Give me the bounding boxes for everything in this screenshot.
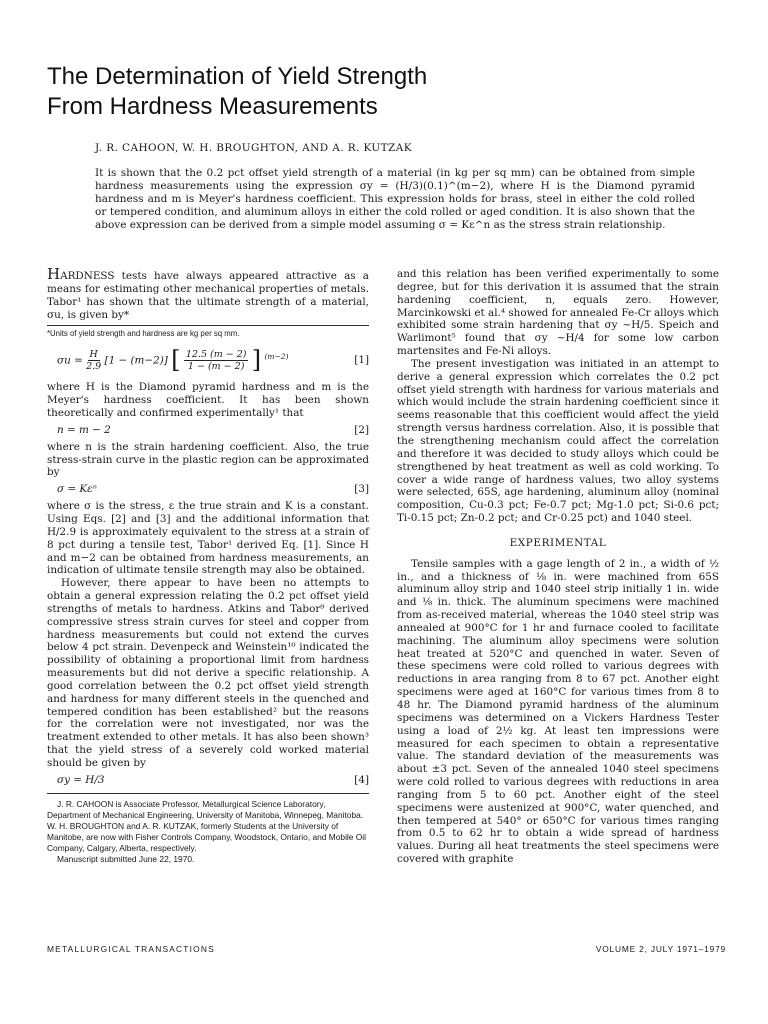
title-line-2: From Hardness Measurements: [47, 93, 378, 120]
equation-2-number: [2]: [354, 423, 369, 436]
equation-3-number: [3]: [354, 483, 369, 496]
equation-1-number: [1]: [354, 353, 369, 366]
equation-3-body: σ = Kεⁿ: [57, 483, 97, 496]
section-heading-experimental: EXPERIMENTAL: [509, 536, 607, 549]
intro-smallcaps: ARDNESS: [60, 270, 115, 282]
submission-date: Manuscript submitted June 22, 1970.: [57, 853, 195, 864]
right-paragraph-2: The present investigation was initiated in an attempt to derive a general expression which correlates the 0.2 pct offset yield strength with hardness for various materials and which would include the strain hardening coefficient since it seems reasonable that this coefficient would affect the yield strength versus hardness correlation. Also, it is possible that the strengthening mechanism could affect the correlation and therefore it was decided to study alloys which could be strengthened by heat treatment as well as cold working. To cover a wide range of hardness values, two alloy systems were selected, 65S, age hardening, aluminum alloy (nominal composition, Cu-0.3 pct; Fe-0.7 pct; Mg-1.0 pct; Si-0.6 pct; Ti-0.15 pct; Zn-0.2 pct; and Cr-0.25 pct) and 1040 steel.: [397, 357, 719, 525]
paragraph-after-eq2: where n is the strain hardening coefficient. Also, the true stress-strain curve in the plastic region can be approximated by: [47, 440, 369, 479]
volume-page-footer: VOLUME 2, JULY 1971–1979: [595, 944, 726, 954]
title-line-1: The Determination of Yield Strength: [47, 63, 428, 90]
intro-paragraph: [47, 265, 369, 321]
equation-1-body: [57, 345, 289, 374]
eq1-left-bracket: [: [171, 345, 181, 374]
eq1-inner-fraction: [184, 349, 249, 372]
experimental-paragraph: Tensile samples with a gage length of 2 in., a width of ½ in., and a thickness of ⅛ in. were machined from 65S aluminum alloy strip and 1040 steel strip initially 1 in. wide and ⅛ in. thick. The aluminum specimens were machined from as-received material, whereas the 1040 steel strip was annealed at 900°C for 1 hr and furnace cooled to facilitate machining. The aluminum alloy specimens were solution heat treated at 520°C and quenched in water. Seven of these specimens were cold rolled to various degrees with reductions in area ranging from 8 to 67 pct. Another eight specimens were aged at 160°C for various times from 8 to 48 hr. The Diamond pyramid hardness of the aluminum specimens was determined on a Vickers Hardness Tester using a load of 2½ kg. At least ten impressions were measured for each specimen to obtain a representative value. The standard deviation of the measurements was about ±3 pct. Seven of the annealed 1040 steel specimens were cold rolled to various degrees with reductions in area ranging from 5 to 60 pct. Another eight of the steel specimens were austenized at 900°C, water quenched, and then tempered at 540° or 650°C for various times ranging from 0.5 to 62 hr to obtain a wide spread of hardness values. During all heat treatments the steel specimens were covered with graphite: [397, 557, 719, 866]
unit-footnote: *Units of yield strength and hardness are kg per sq mm.: [47, 329, 240, 339]
right-paragraph-1: and this relation has been verified experimentally to some degree, but for this derivation it is assumed that the strain hardening coefficient, n, equals zero. However, Marcinkowski et al.⁴ showed for annealed Fe-Cr alloys which exhibited some strain hardening that σy ~H/5. Speich and Warlimont⁵ found that σy ~H/4 for some low carbon martensites and Fe-Ni alloys.: [397, 268, 719, 358]
intro-text: tests have always appeared attractive as a means for estimating other mechanical properties of metals. Tabor¹ has shown that the ultimate strength of a material, σu, is given by*: [47, 270, 369, 321]
eq1-mid: [1 − (m−2)]: [104, 354, 172, 367]
eq1-right-bracket: ]: [251, 345, 262, 374]
paragraph-after-eq1: where H is the Diamond pyramid hardness and m is the Meyer's hardness coefficient. It has been shown theoretically and confirmed experimentally¹ that: [47, 381, 369, 420]
equation-3: [57, 483, 369, 496]
right-column: [397, 268, 719, 866]
equation-1: [57, 343, 369, 377]
eq1-frac-den: 2.9: [86, 360, 102, 372]
eq1-fraction: [86, 349, 101, 372]
equation-4-body: σy = H/3: [57, 773, 105, 786]
eq1-lhs: σu =: [57, 354, 87, 367]
eq1-exponent: (m−2): [264, 351, 289, 361]
equation-2-body: n = m − 2: [57, 423, 111, 436]
eq1-inner-den: 1 − (m − 2): [187, 360, 245, 372]
author-list: J. R. CAHOON, W. H. BROUGHTON, AND A. R. KUTZAK: [95, 142, 412, 154]
paragraph-after-eq3: where σ is the stress, ε the true strain and K is a constant. Using Eqs. [2] and [3] and the additional information that H/2.9 is approximately equivalent to the stress at a strain of 8 pct during a tensile test, Tabor¹ derived Eq. [1]. Since H and m−2 can be obtained from hardness measurements, an indication of ultimate tensile strength may also be obtained.: [47, 500, 369, 577]
abstract-text: It is shown that the 0.2 pct offset yield strength of a material (in kg per sq mm) can be obtained from simple hardness measurements using the expression σy = (H/3)(0.1)^(m−2), where H is the Diamond pyramid hardness and m is Meyer's hardness coefficient. This expression holds for brass, steel in either the cold rolled or tempered condition, and aluminum alloys in either the cold rolled or aged condition. It is also shown that the above expression can be derived from a simple model assuming σ = Kε^n as the stress strain relationship.: [95, 167, 695, 231]
author-affiliation: [47, 793, 369, 865]
equation-4: [57, 774, 369, 787]
equation-2: [57, 424, 369, 437]
left-column: [47, 265, 369, 865]
equation-4-number: [4]: [354, 773, 369, 786]
unit-note-rule: [47, 325, 369, 326]
abstract: [95, 167, 695, 232]
eq1-frac-num: H: [89, 348, 98, 360]
drop-cap: H: [47, 265, 61, 283]
affiliation-text: J. R. CAHOON is Associate Professor, Metallurgical Science Laboratory, Department of Mechanical Engineering, University of Manitoba, Winnepeg, Manitoba. W. H. BROUGHTON and A. R. KUTZAK, formerly Students at the University of Manitobe, are now with Fisher Controls Company, Woodstock, Ontario, and Mobile Oil Company, Calgary, Alberta, respectively.: [47, 798, 367, 853]
journal-name-footer: METALLURGICAL TRANSACTIONS: [47, 944, 215, 954]
paper-title: [47, 62, 727, 122]
eq1-inner-num: 12.5 (m − 2): [185, 348, 247, 360]
paragraph-however: However, there appear to have been no attempts to obtain a general expression relating the 0.2 pct offset yield strengths of metals to hardness. Atkins and Tabor⁹ derived compressive stress strain curves for steel and copper from hardness measurements but could not extend the curves below 4 pct strain. Devenpeck and Weinstein¹⁰ indicated the possibility of obtaining a proportional limit from hardness measurements but did not derive a specific relationship. A good correlation between the 0.2 pct offset yield strength and hardness for many different steels in the quenched and tempered condition has been established² but the reasons for the correlation were not investigated, nor was the treatment extended to other metals. It has also been shown³ that the yield stress of a severely cold worked material should be given by: [47, 577, 369, 769]
